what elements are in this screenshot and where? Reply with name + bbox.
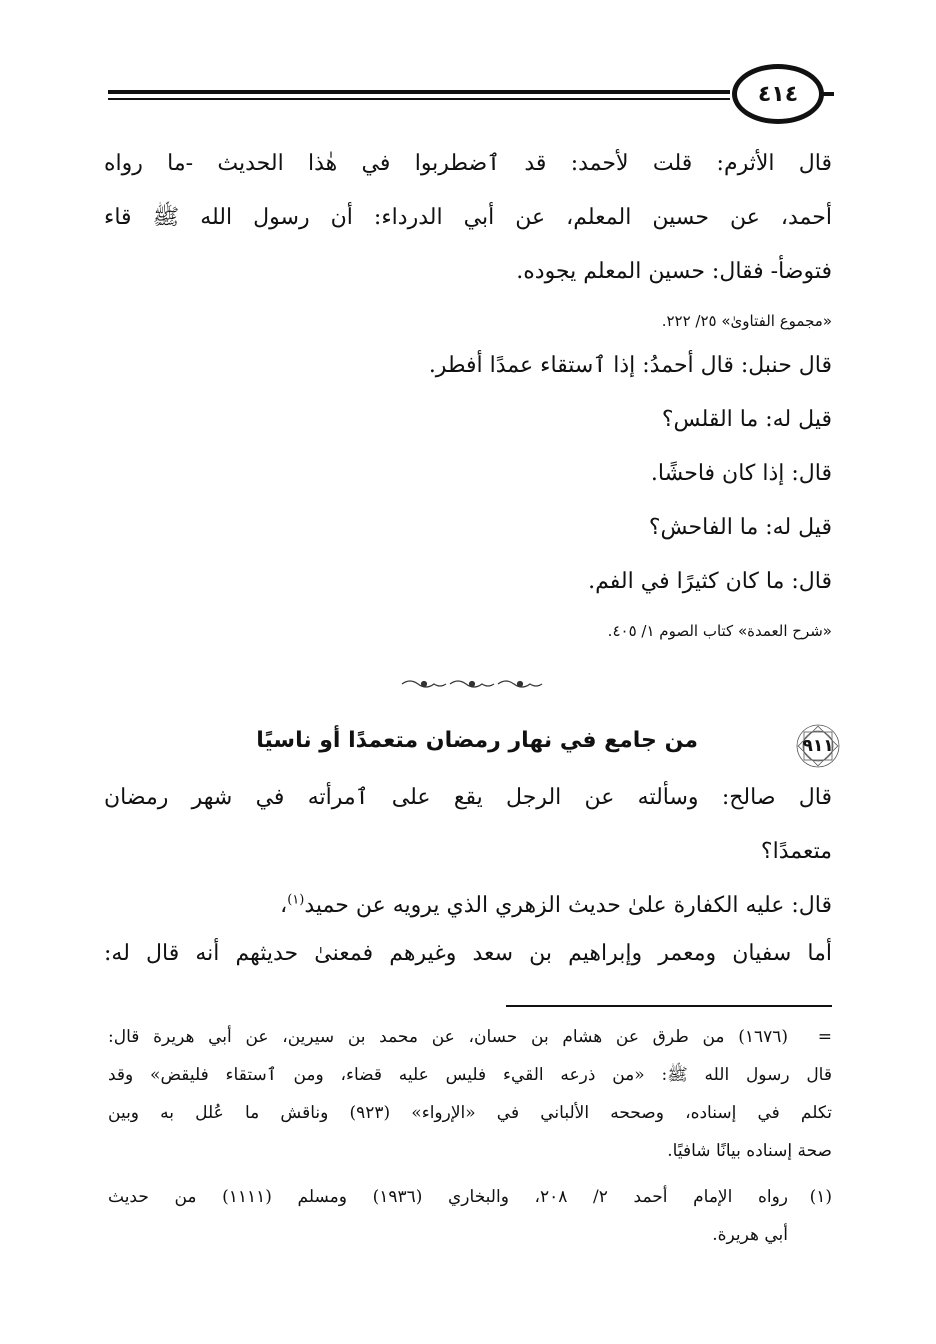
section-line-4: أما سفيان ومعمر وإبراهيم بن سعد وغيرهم فمعنىٰ حديثهم أنه قال له: [104, 941, 832, 966]
section-line-2: متعمدًا؟ [760, 839, 832, 864]
passage1-line-3: فتوضأ- فقال: حسين المعلم يجوده. [516, 259, 832, 284]
footnote-continuation-mark: = [817, 1027, 832, 1047]
page-number: ٤١٤ [757, 81, 799, 107]
ornament-divider [398, 676, 546, 692]
footnote-cont-line-1: (١٦٧٦) من طرق عن هشام بن حسان، عن محمد بن سيرين، عن أبي هريرة قال: [108, 1027, 788, 1047]
passage2-line-2: قيل له: ما القلس؟ [661, 407, 832, 432]
passage2-line-1: قال حنبل: قال أحمدُ: إذا ٱستقاء عمدًا أفطر. [428, 353, 832, 378]
passage2-line-4: قيل له: ما الفاحش؟ [648, 515, 832, 540]
section-line-3-text: قال: عليه الكفارة علىٰ حديث الزهري الذي يرويه عن حميد [304, 893, 832, 918]
footnote-cont-line-4: صحة إسناده بيانًا شافيًا. [667, 1141, 832, 1161]
section-line-1: قال صالح: وسألته عن الرجل يقع على ٱمرأته في شهر رمضان [104, 785, 832, 810]
page-number-oval [732, 64, 824, 124]
footnote-ref-1: (١) [287, 892, 305, 908]
passage2-source: «شرح العمدة» كتاب الصوم ١/ ٤٠٥. [607, 622, 832, 640]
passage1-source: «مجموع الفتاوىٰ» ٢٥/ ٢٢٢. [661, 312, 832, 330]
section-number: ٩١١ [802, 736, 834, 756]
page-header [108, 64, 834, 128]
section-number-badge [794, 722, 842, 770]
section-title: من جامع في نهار رمضان متعمدًا أو ناسيًا [256, 728, 698, 753]
footnote-1-line-1: رواه الإمام أحمد ٢/ ٢٠٨، والبخاري (١٩٣٦) ومسلم (١١١١) من حديث [108, 1187, 789, 1207]
header-rule-thin [108, 98, 730, 100]
footnote-1-line-2: أبي هريرة. [712, 1225, 788, 1245]
passage2-line-3: قال: إذا كان فاحشًا. [650, 461, 832, 486]
section-line-3: قال: عليه الكفارة علىٰ حديث الزهري الذي يرويه عن حميد$^{(١)}$، [280, 892, 832, 918]
passage2-line-5: قال: ما كان كثيرًا في الفم. [588, 569, 832, 594]
header-rule-thick [108, 90, 730, 94]
passage1-line-1: قال الأثرم: قلت لأحمد: قد ٱضطربوا في هٰذا الحديث -ما رواه [104, 151, 832, 176]
footnote-rule [506, 1005, 832, 1007]
footnote-1-mark: (١) [809, 1187, 832, 1207]
passage1-line-2: أحمد، عن حسين المعلم، عن أبي الدرداء: أن رسول الله ﷺ قاء [104, 205, 832, 230]
footnote-cont-line-3: تكلم في إسناده، وصححه الألباني في «الإرواء» (٩٢٣) وناقش ما عُلل به وبين [108, 1103, 832, 1123]
footnote-cont-line-2: قال رسول الله ﷺ: «من ذرعه القيء فليس عليه قضاء، ومن ٱستقاء فليقض» وقد [108, 1065, 832, 1085]
